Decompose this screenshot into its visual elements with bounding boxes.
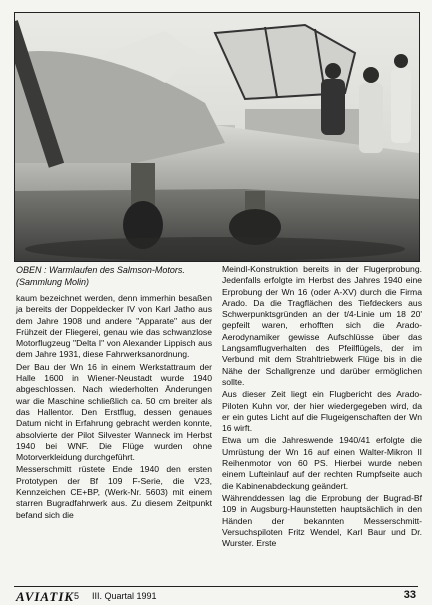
paragraph: Der Bau der Wn 16 in einem Werkstattraum der Halle 1600 in Wiener-Neustadt wurde 1940 abgeschlossen. Nach wiederholten Änderungen war die Maschine schließlich ca. 50 cm breiter als das Hallentor. Den Erstflug, dessen genaues Datum nicht in Erfahrung gebracht werden konnte, absolvierte der Pilot Silvester Wanneck im Herbst 1940 bei WNF. Die Flüge wurden ohne Motorverkleidung durchgeführt.: [16, 361, 212, 463]
page-footer: [0, 586, 432, 604]
aircraft-photo: [14, 12, 420, 262]
paragraph: Währenddessen lag die Erprobung der Bugrad-Bf 109 in Augsburg-Haunstetten hauptsächlich in den Händen der bekannten Messerschmitt-Versuchspiloten Fritz Wendel, Karl Baur und Dr. Wurster. Erste: [222, 492, 422, 549]
paragraph: Etwa um die Jahreswende 1940/41 erfolgte die Umrüstung der Wn 16 auf einen Walter-Mikron II Reihenmotor von 60 PS. Hierbei wurde neben einem Lufteinlauf auf der rechten Rumpfseite auch die Kabinenabdeckung geändert.: [222, 435, 422, 491]
paragraph: Messerschmitt rüstete Ende 1940 den ersten Prototypen der Bf 109 F-Serie, die V23, Kennzeichen CE+BP, (Werk-Nr. 5603) mit einem starren Bugradfahrwerk aus. Zu diesem Zeitpunkt befand sich die: [16, 464, 212, 520]
page-number: 33: [403, 589, 416, 601]
footer-divider: [14, 586, 418, 587]
photo-caption: OBEN : Warmlaufen des Salmson-Motors. (Sammlung Molin): [16, 265, 185, 287]
paragraph: Aus dieser Zeit liegt ein Flugbericht des Arado-Piloten Kuhn vor, der hier wiedergegeben wird, da er ein gutes Licht auf die Flugeigenschaften der Wn 16 wirft.: [222, 389, 422, 434]
issue-number: 5: [74, 591, 80, 601]
magazine-brand: AVIATIK: [16, 589, 75, 604]
right-column: [222, 264, 422, 550]
paragraph: kaum bezeichnet werden, denn immerhin besaßen ja bereits der Doppeldecker IV von Karl Jatho aus dem Jahre 1908 und andere "Apparate" aus der Frühzeit der Fliegerei, genau wie das schwanzlose Motorflugzeug "Delta I" von Alexander Lippisch aus dem Jahre 1931, diese Fahrwerksanordnung.: [16, 293, 212, 360]
left-column: [16, 293, 212, 522]
paragraph: Meindl-Konstruktion bereits in der Flugerprobung. Jedenfalls erfolgte im Herbst des Jahres 1940 eine Erprobung der Wn 16 (oder A-XV) durch die Firma Arado. Da die Tragflächen des Tiefdeckers aus Schwerpunktsgründen an der t/4-Linie um 18 20' gepfeilt waren, erhofften sich die Arado-Aerodynamiker gewisse Aufschlüsse über das Langsamflugverhalten des Pfeilflügels, der im Verbund mit dem Strahltriebwerk Flüge bis in die Nähe der Schallgrenze und darüber ermöglichen sollte.: [222, 264, 422, 387]
issue-quarter: III. Quartal 1991: [92, 591, 157, 601]
photo-aircraft-icon: [15, 13, 419, 261]
